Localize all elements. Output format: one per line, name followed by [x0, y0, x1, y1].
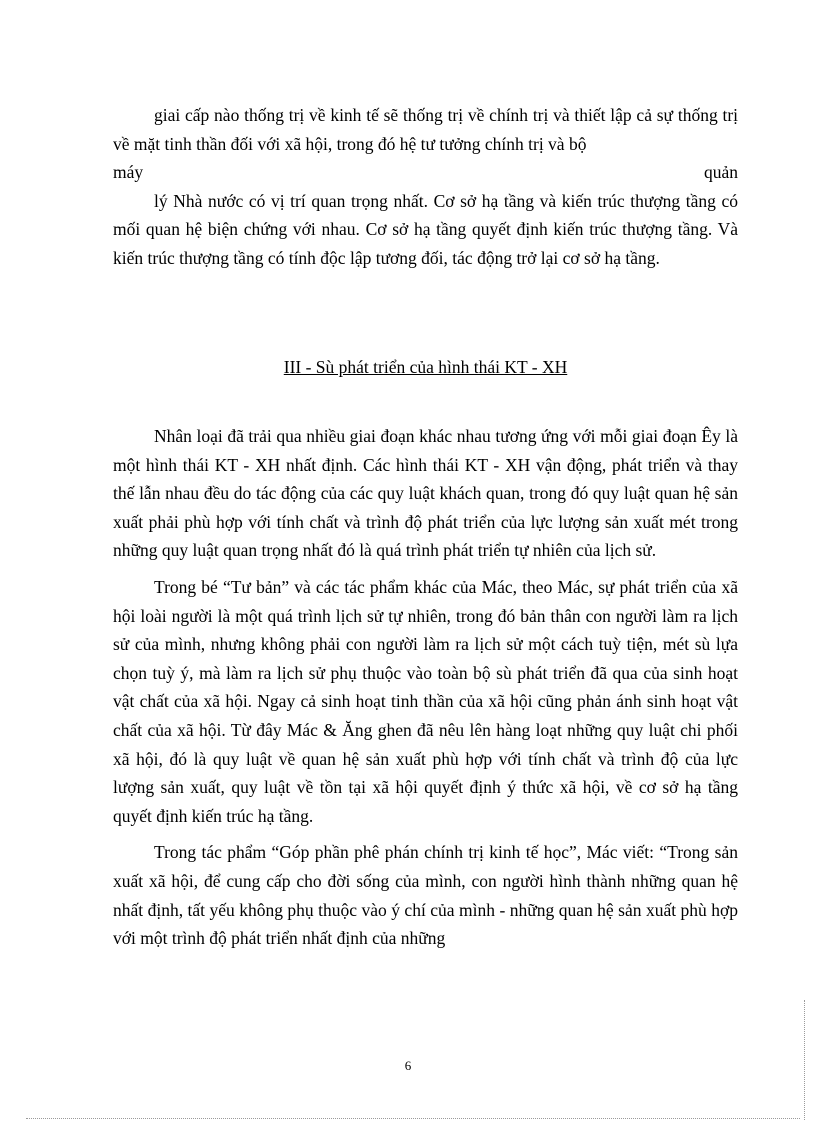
- section-2-text: [113, 422, 738, 953]
- line-3: [113, 158, 738, 187]
- section-heading-text: III - Sù phát triển của hình thái KT - XH: [283, 357, 568, 377]
- paragraph-5: Trong tác phẩm “Góp phần phê phán chính trị kinh tế học”, Mác viết: “Trong sản xuất xã hội, để cung cấp cho đời sống của mình, con người hình thành những quan hệ nhất định, tất yếu không phụ thuộc vào ý chí của mình - những quan hệ sản xuất phù hợp với một trình độ phát triển nhất định của những: [113, 842, 738, 949]
- line-1: giai cấp nào thống trị về kinh tế sẽ thống trị về chính trị và thiết lập cả sự: [154, 105, 674, 125]
- section-1-text: [113, 101, 738, 273]
- page-right-border: [804, 1000, 805, 1120]
- section-heading: [113, 355, 738, 379]
- page-bottom-border: [26, 1118, 800, 1119]
- line-2: thống trị về mặt tinh thần đối với xã hội, trong đó hệ tư tưởng chính trị và bộ: [113, 105, 739, 154]
- paragraph-3: Nhân loại đã trải qua nhiều giai đoạn khác nhau tương ứng với mỗi giai đoạn Êy là một hình thái KT - XH nhất định. Các hình thái KT - XH vận động, phát triển và thay thế lẫn nhau đều do tác động của các quy luật khách quan, trong đó quy luật quan hệ sản xuất phải phù hợp với tính chất và trình độ phát triển của lực lượng sản xuất mét trong những quy luật quan trọng nhất đó là quá trình phát triển tự nhiên của lịch sử.: [113, 426, 738, 561]
- paragraph-continued: [113, 101, 738, 158]
- paragraph-4: Trong bé “Tư bản” và các tác phẩm khác của Mác, theo Mác, sự phát triển của xã hội loài người là một quá trình lịch sử tự nhiên, trong đó bản thân con người làm ra lịch sử của mình, nhưng không phải con người làm ra lịch sử một cách tuỳ tiện, mét sù lựa chọn tuỳ ý, mà làm ra lịch sử phụ thuộc vào toàn bộ sù phát triển đã qua của sinh hoạt vật chất của xã hội. Ngay cả sinh hoạt tinh thần của xã hội cũng phản ánh sinh hoạt vật chất của xã hội. Từ đây Mác & Ăng ghen đã nêu lên hàng loạt những quy luật chi phối xã hội, đó là quy luật về quan hệ sản xuất phù hợp với tính chất và trình độ của lực lượng sản xuất, quy luật về tồn tại xã hội quyết định ý thức xã hội, về cơ sở hạ tầng quyết định kiến trúc hạ tầng.: [113, 576, 738, 826]
- paragraph-2: lý Nhà nước có vị trí quan trọng nhất. Cơ sở hạ tầng và kiến trúc thượng tầng có mối quan hệ biện chứng với nhau. Cơ sở hạ tầng quyết định kiến trúc thượng tầng. Và kiến trúc thượng tầng có tính độc lập tương đối, tác động trở lại cơ sở hạ tầng.: [113, 190, 738, 268]
- line-3-left: máy: [113, 162, 144, 183]
- line-3-right: quản: [703, 162, 738, 183]
- page-number: 6: [404, 1058, 412, 1073]
